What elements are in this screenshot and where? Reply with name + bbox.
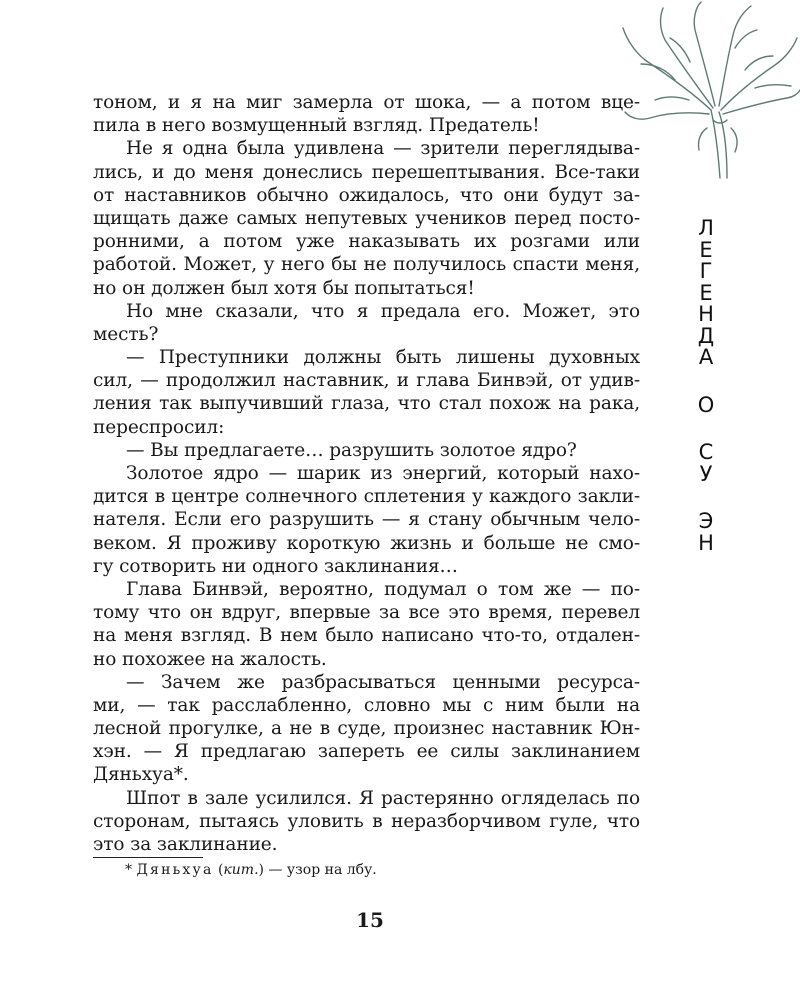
title-letter: О [697,392,715,417]
text-line: Золотое ядро — шарик из энергий, который нахо- [126,463,640,484]
text-line: пила в него возмущенный взгляд. Предатель! [93,115,540,137]
text-line: — Зачем же разбрасываться ценными ресурса- [126,671,640,693]
title-letter: А [698,345,714,369]
text-line: хэн. — Я предлагаю запереть ее силы заклинанием [93,741,640,763]
text-line: но похожее на жалость. [93,648,327,670]
title-word [698,218,714,369]
text-line: лесной прогулке, а не в суде, произнес наставник Юн- [93,718,640,740]
title-word [697,392,715,417]
title-word [699,442,714,485]
title-letter: Н [698,530,714,555]
text-line: — Вы предлагаете… разрушить золотое ядро? [126,439,577,461]
text-line: ми, — так расслабленно, словно мы с ним были на [93,694,640,716]
paragraph [93,462,640,578]
title-letter: Л [698,216,714,240]
text-line: — Преступники должны быть лишены духовных [126,347,640,369]
text-line: щищать даже самых непутевых учеников перед посто- [93,207,640,229]
text-line: ления так выпучивший глаза, что стал похож на рака, [93,393,640,415]
decorative-flower-ornament [615,0,800,180]
text-line: Дяньхуа*. [93,764,189,786]
paragraph [93,671,640,787]
title-letter: Н [698,302,714,326]
text-line: от наставников обычно ожидалось, что они будут за- [93,184,640,206]
text-line: нателя. Если его разрушить — я стану обычным чело- [93,509,640,531]
page-number: 15 [356,908,384,932]
title-letter: Е [699,280,713,305]
title-letter: У [699,461,713,486]
paragraph [93,346,640,439]
text-line: сил, — продолжил наставник, и глава Бинвэй, от удив- [93,370,640,392]
text-line: тоном, и я на миг замерла от шока, — а потом вце- [93,92,640,113]
footnote-definition: — узор на лбу. [264,862,377,878]
footnote-divider [93,857,203,858]
paragraph [93,137,640,299]
title-letter: Г [699,259,713,283]
paragraph [93,91,640,137]
footnote-origin: кит. [223,862,259,878]
page-text [93,91,640,856]
paragraph [93,439,640,462]
text-line: на меня взгляд. В нем было написано что-то, отдален- [93,625,640,647]
text-line: ронними, а потом уже наказывать их розгами или [93,231,640,253]
title-letter: Э [698,509,714,533]
text-line: гу сотворить ни одного заклинания… [93,555,458,577]
text-line: но он должен был хотя бы попытаться! [93,277,475,299]
footnote-marker: * [125,862,137,878]
footnote-origin-close: ) [258,862,264,878]
footnote-origin-open: ( [213,862,224,878]
text-line: месть? [93,323,159,345]
text-line: Шпот в зале усилился. Я растерянно огляделась по [126,787,640,809]
vertical-book-title [688,218,724,580]
paragraph [93,578,640,671]
text-line: веком. Я проживу короткую жизнь и больше не смо- [93,532,640,554]
text-line: работой. Может, у него бы не получилось спасти меня, [93,254,640,276]
paragraph [93,300,640,346]
text-line: дится в центре солнечного сплетения у каждого закли- [93,486,640,508]
footnote [125,861,377,879]
text-line: лись, и до меня донеслись перешептывания. Все-таки [93,161,640,183]
text-line: Но мне сказали, что я предала его. Может, это [126,300,640,322]
title-letter: С [698,440,714,464]
text-line: переспросил: [93,416,225,438]
text-line: Глава Бинвэй, вероятно, подумал о том же — по- [126,578,640,600]
text-line: сторонам, пытаясь уловить в неразборчивом гуле, что [93,810,640,832]
text-line: Не я одна была удивлена — зрители переглядыва- [126,138,640,160]
footnote-term: Дяньхуа [136,862,214,878]
text-line: тому что он вдруг, впервые за все это время, перевел [93,602,640,624]
title-word [698,511,714,554]
title-letter: Е [699,237,713,262]
text-line: это за заклинание. [93,834,278,855]
paragraph [93,787,640,857]
title-letter: Д [697,323,715,348]
